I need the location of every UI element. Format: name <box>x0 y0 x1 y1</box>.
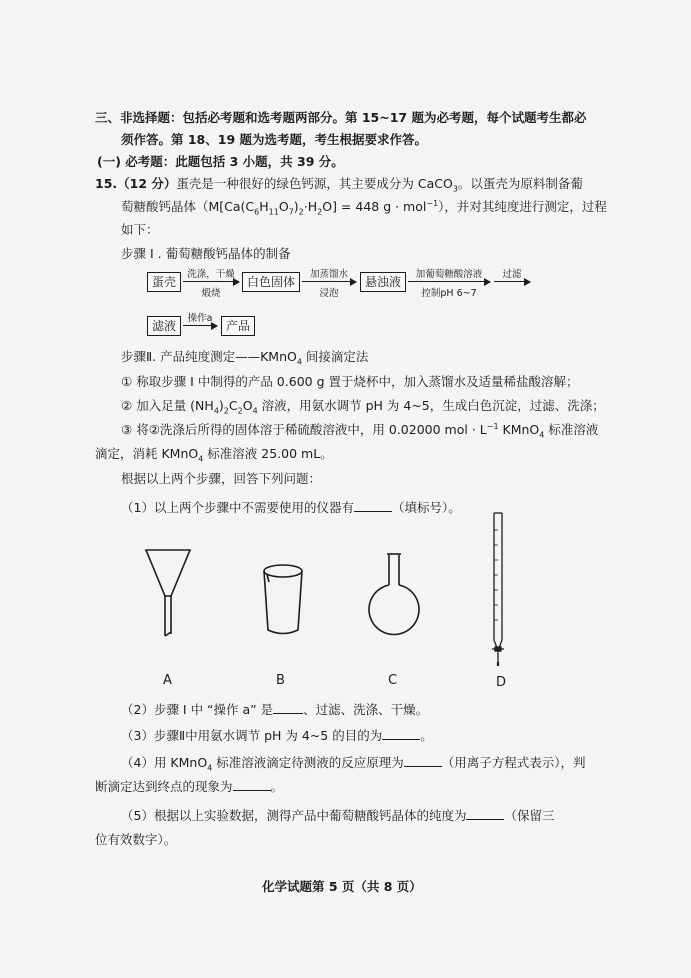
box-white-solid: 白色固体 <box>242 272 300 292</box>
q1: （1）以上两个步骤中不需要使用的仪器有 （填标号）。 <box>121 500 461 515</box>
apparatus-label-b: B <box>276 673 285 688</box>
step2-item3: ③ 将②洗涤后所得的固体溶于稀硫酸溶液中，用 0.02000 mol · $L^{-1}$ KMnO$_4$ 标准溶液 <box>121 421 599 440</box>
box-product: 产品 <box>221 316 255 336</box>
step2-item1: ① 称取步骤 I 中制得的产品 0.600 g 置于烧杯中，加入蒸馏水及适量稀盐酸溶解； <box>121 374 579 389</box>
question-number: 15.（12 分） <box>95 176 177 191</box>
arrow1-top-label: 洗涤，干燥 <box>187 269 235 280</box>
q3: （3）步骤Ⅱ中用氨水调节 pH 为 4~5 的目的为 。 <box>121 728 433 743</box>
step2-item3-line2: 滴定，消耗 KMnO$_4$ 标准溶液 25.00 mL。 <box>95 446 333 464</box>
box-filtrate: 滤液 <box>147 316 181 336</box>
arrow1-bottom-label: 煅烧 <box>201 288 221 299</box>
arrow3-bottom-label: 控制pH 6~7 <box>421 288 477 299</box>
question-line2: 萄糖酸钙晶体（$M[Ca(C_6H_{11}O_7)_2\cdot H_2O] = 448$ g · mol$^{-1}$），并对其纯度进行测定，过程 <box>121 198 607 217</box>
burette-icon <box>492 513 504 666</box>
box-eggshell: 蛋壳 <box>147 272 181 292</box>
arrow4-top-label: 过滤 <box>502 269 522 280</box>
q3-answer-blank[interactable] <box>382 728 420 740</box>
q5-answer-blank[interactable] <box>466 808 504 820</box>
q4: （4）用 KMnO$_4$ 标准溶液滴定待测液的反应原理为 （用离子方程式表示），判 <box>121 755 586 773</box>
box-suspension: 悬浊液 <box>360 272 406 292</box>
arrow3-top-label: 加葡萄糖酸溶液 <box>415 269 483 280</box>
q5: （5）根据以上实验数据，测得产品中葡萄糖酸钙晶体的纯度为 （保留三 <box>121 808 555 823</box>
apparatus-label-a: A <box>163 673 172 688</box>
apparatus-label-d: D <box>496 675 507 690</box>
apparatus-label-c: C <box>388 673 398 688</box>
step1-title: 步骤 I . 葡萄糖酸钙晶体的制备 <box>121 246 291 261</box>
question-intro: 15.（12 分）蛋壳是一种很好的绿色钙源，其主要成分为 CaCO$_3$。以蛋壳为原料制备葡 <box>95 176 583 194</box>
q4-equation-blank[interactable] <box>404 755 442 767</box>
questions-lead: 根据以上两个步骤，回答下列问题： <box>121 471 322 486</box>
step2-item2: ② 加入足量 $(NH_4)_2C_2O_4$ 溶液，用氨水调节 pH 为 4~5，生成白色沉淀，过滤、洗涤； <box>121 398 605 416</box>
arrow5-top-label: 操作a <box>187 313 213 324</box>
q2-answer-blank[interactable] <box>273 702 303 714</box>
q4-endpoint-blank[interactable] <box>233 779 271 791</box>
arrow2-bottom-label: 浸泡 <box>319 288 339 299</box>
q4-line2: 断滴定达到终点的现象为 。 <box>95 779 284 794</box>
q5-line2: 位有效数字）。 <box>95 832 177 847</box>
section-heading-line1: 三、非选择题：包括必考题和选考题两部分。第 15~17 题为必考题，每个试题考生都必 <box>95 110 587 125</box>
q2: （2）步骤 I 中 “操作 a” 是 、过滤、洗涤、干燥。 <box>121 702 429 717</box>
beaker-icon <box>264 565 302 634</box>
page-footer: 化学试题第 5 页（共 8 页） <box>262 879 422 894</box>
step2-title: 步骤Ⅱ. 产品纯度测定——KMnO$_4$ 间接滴定法 <box>121 349 369 367</box>
funnel-icon <box>146 550 190 636</box>
section-heading-line2: 须作答。第 18、19 题为选考题，考生根据要求作答。 <box>121 132 427 147</box>
round-bottom-flask-icon <box>369 554 419 634</box>
required-heading: (一) 必考题：此题包括 3 小题，共 39 分。 <box>97 154 344 169</box>
arrow2-top-label: 加蒸馏水 <box>309 269 348 280</box>
question-line3: 如下： <box>121 222 159 237</box>
